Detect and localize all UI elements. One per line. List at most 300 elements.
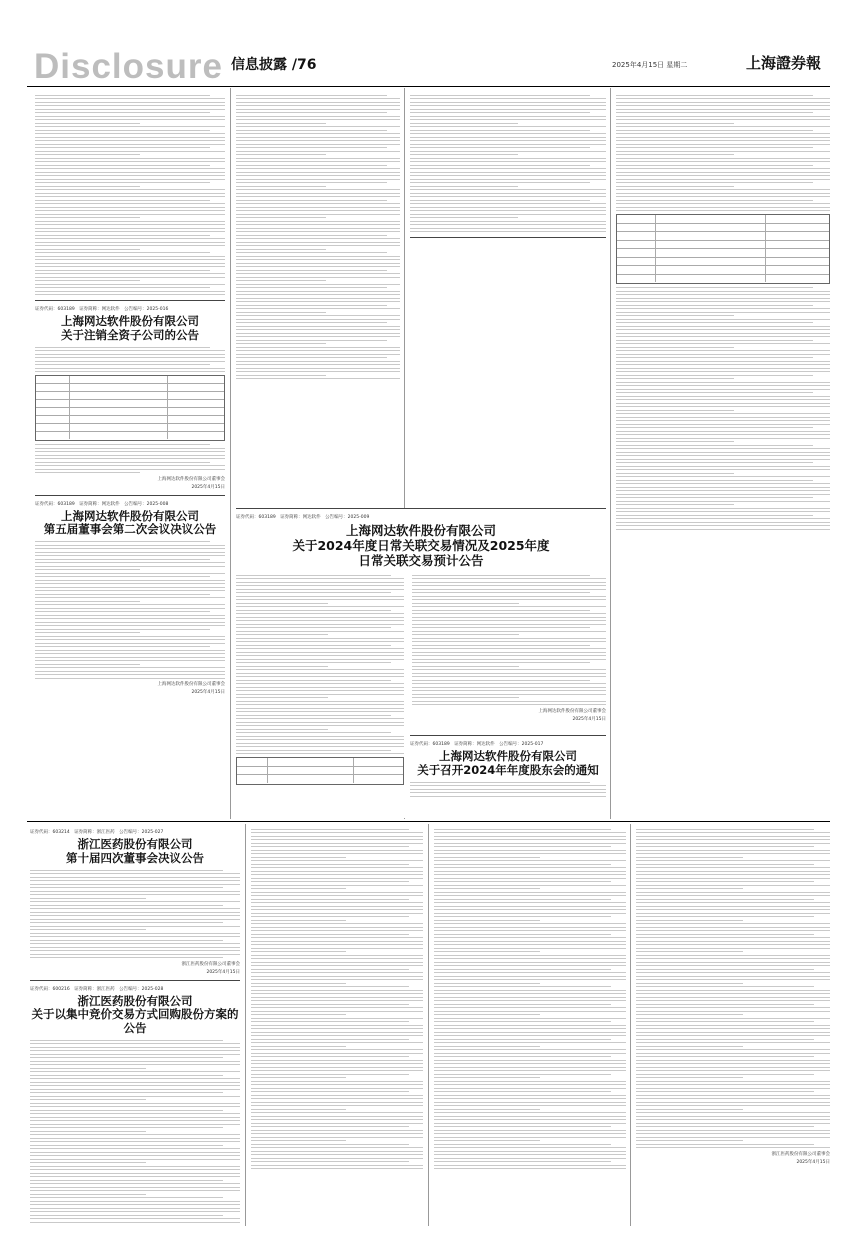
text-line <box>35 123 140 124</box>
text-line <box>636 843 830 844</box>
text-line <box>616 448 830 449</box>
text-line <box>636 920 743 921</box>
text-line <box>410 228 606 229</box>
text-line <box>30 933 240 934</box>
text-line <box>236 711 404 712</box>
text-line <box>412 648 606 649</box>
text-line <box>30 1075 223 1076</box>
text-line <box>636 1014 743 1015</box>
table-row <box>617 224 829 233</box>
table-row <box>617 258 829 267</box>
text-line <box>30 1096 240 1097</box>
text-line <box>412 599 606 600</box>
table-cell <box>268 767 354 775</box>
text-line <box>434 1133 626 1134</box>
text-line <box>35 604 225 605</box>
text-line <box>30 908 240 909</box>
text-line <box>434 1105 626 1106</box>
text-line <box>434 1007 626 1008</box>
text-line <box>636 1025 830 1026</box>
text-line <box>616 455 830 456</box>
text-line <box>636 1109 743 1110</box>
column-divider <box>230 88 231 819</box>
text-line <box>35 172 225 173</box>
text-line <box>616 291 830 292</box>
text-line <box>30 1208 240 1209</box>
signature-date: 2025年4月15日 <box>191 484 225 490</box>
text-line <box>35 653 225 654</box>
text-line <box>636 983 743 984</box>
text-line <box>236 753 404 754</box>
text-line <box>251 857 346 858</box>
text-line <box>236 613 404 614</box>
text-line <box>616 340 813 341</box>
text-line <box>616 130 813 131</box>
text-line <box>616 165 813 166</box>
text-line <box>616 112 813 113</box>
text-line <box>434 1032 626 1033</box>
text-line <box>35 147 210 148</box>
text-line <box>410 193 606 194</box>
text-line <box>616 406 830 407</box>
text-line <box>236 690 404 691</box>
text-line <box>434 1011 626 1012</box>
text-line <box>35 168 225 169</box>
text-line <box>434 846 611 847</box>
text-line <box>434 1056 611 1057</box>
text-line <box>616 354 830 355</box>
text-line <box>412 606 606 607</box>
text-line <box>636 1039 814 1040</box>
text-line <box>236 116 400 117</box>
text-line <box>616 322 813 323</box>
text-line <box>251 920 346 921</box>
text-line <box>410 796 606 797</box>
text-line <box>410 789 606 790</box>
text-line <box>35 660 225 661</box>
text-line <box>35 364 210 365</box>
text-line <box>251 934 409 935</box>
text-line <box>30 936 240 937</box>
table-cell <box>656 275 766 283</box>
text-line <box>636 1074 814 1075</box>
text-line <box>636 930 830 931</box>
text-line <box>616 483 830 484</box>
text-line <box>251 878 423 879</box>
text-line <box>636 909 830 910</box>
text-line <box>412 704 606 705</box>
text-line <box>434 892 626 893</box>
text-line <box>434 1112 626 1113</box>
text-line <box>35 590 225 591</box>
text-line <box>636 972 830 973</box>
text-line <box>434 895 626 896</box>
text-line <box>616 210 830 211</box>
text-line <box>251 1123 423 1124</box>
table-cell <box>36 384 70 391</box>
text-line <box>35 573 225 574</box>
text-line <box>35 196 225 197</box>
text-line <box>30 1124 240 1125</box>
text-line <box>636 1018 830 1019</box>
text-line <box>410 137 606 138</box>
text-line <box>434 958 626 959</box>
text-line <box>616 497 813 498</box>
text-line <box>636 906 830 907</box>
text-line <box>636 836 830 837</box>
text-line <box>236 715 391 716</box>
text-line <box>251 1046 346 1047</box>
text-line <box>434 983 540 984</box>
text-line <box>636 829 814 830</box>
text-line <box>434 1158 626 1159</box>
text-line <box>636 864 814 865</box>
text-line <box>616 109 830 110</box>
text-line <box>616 179 830 180</box>
text-line <box>30 1092 223 1093</box>
text-line <box>251 1028 423 1029</box>
text-line <box>236 252 387 253</box>
text-line <box>616 144 830 145</box>
text-line <box>616 476 830 477</box>
text-line <box>434 1091 611 1092</box>
text-line <box>35 657 225 658</box>
text-line <box>616 147 813 148</box>
text-line <box>412 673 606 674</box>
text-line <box>616 389 830 390</box>
text-line <box>35 270 210 271</box>
text-line <box>30 1054 240 1055</box>
table-row <box>36 400 224 408</box>
text-line <box>35 664 140 665</box>
dateline: 2025年4月15日 星期二 <box>612 61 688 69</box>
text-line <box>236 652 404 653</box>
text-line <box>410 130 590 131</box>
text-line <box>412 613 606 614</box>
table-cell <box>36 432 70 439</box>
text-line <box>251 1060 423 1061</box>
text-line <box>30 891 240 892</box>
text-line <box>616 504 734 505</box>
table-cell <box>36 416 70 423</box>
text-line <box>30 1057 223 1058</box>
text-line <box>251 944 423 945</box>
text-line <box>251 916 409 917</box>
table-row <box>617 241 829 250</box>
text-line <box>410 792 606 793</box>
text-line <box>30 1138 240 1139</box>
text-line <box>636 1133 830 1134</box>
span-announcement-shareholder-meeting <box>410 735 606 817</box>
text-line <box>30 894 240 895</box>
announcement-code: 证券代码：603189 证券简称：网达软件 公告编号：2025-009 <box>236 515 370 520</box>
text-line <box>236 270 387 271</box>
text-line <box>236 319 400 320</box>
text-line <box>410 123 518 124</box>
text-line <box>236 126 400 127</box>
text-line <box>251 829 409 830</box>
text-line <box>434 1130 626 1131</box>
table-row <box>36 376 224 384</box>
text-line <box>251 955 423 956</box>
text-line <box>410 189 606 190</box>
text-line <box>636 871 830 872</box>
text-line <box>616 508 830 509</box>
text-line <box>251 997 423 998</box>
text-line <box>434 1165 626 1166</box>
text-line <box>616 357 813 358</box>
text-line <box>616 382 830 383</box>
text-line <box>35 231 225 232</box>
text-line <box>251 1018 423 1019</box>
text-line <box>35 587 225 588</box>
text-line <box>636 1112 830 1113</box>
text-line <box>434 871 626 872</box>
text-line <box>636 979 830 980</box>
text-line <box>236 165 387 166</box>
text-line <box>636 899 814 900</box>
text-line <box>616 515 813 516</box>
text-line <box>434 1004 611 1005</box>
text-line <box>236 662 391 663</box>
text-line <box>251 909 423 910</box>
table-cell <box>766 232 829 240</box>
text-line <box>412 662 590 663</box>
text-line <box>434 1067 626 1068</box>
text-line <box>251 937 423 938</box>
text-line <box>251 885 423 886</box>
table-row <box>617 275 829 283</box>
text-line <box>251 1098 423 1099</box>
text-line <box>616 459 830 460</box>
page-header <box>0 0 857 86</box>
text-line <box>434 1081 626 1082</box>
text-line <box>616 529 830 530</box>
text-line <box>434 997 626 998</box>
text-line <box>236 732 391 733</box>
announcement-title: 上海网达软件股份有限公司 关于召开2024年年度股东会的通知 <box>417 749 599 777</box>
text-line <box>412 582 606 583</box>
text-line <box>636 916 814 917</box>
text-line <box>251 892 423 893</box>
text-line <box>236 736 404 737</box>
table-row <box>617 215 829 224</box>
text-line <box>434 1102 626 1103</box>
text-line <box>636 1067 830 1068</box>
text-line <box>636 853 830 854</box>
text-line <box>616 182 813 183</box>
table-row <box>617 266 829 275</box>
text-line <box>236 151 400 152</box>
text-line <box>251 1021 409 1022</box>
body-text-block <box>636 829 830 1149</box>
text-line <box>410 161 606 162</box>
body-text-block <box>251 829 423 1170</box>
text-line <box>434 850 626 851</box>
text-line <box>616 487 830 488</box>
text-line <box>636 1007 830 1008</box>
text-line <box>636 895 830 896</box>
text-line <box>35 154 140 155</box>
text-line <box>30 1043 240 1044</box>
text-line <box>434 1126 611 1127</box>
text-line <box>35 451 225 452</box>
paper-name: 上海證券報 <box>746 54 822 72</box>
text-line <box>35 559 210 560</box>
text-line <box>35 552 225 553</box>
text-line <box>412 585 606 586</box>
text-line <box>616 392 813 393</box>
text-line <box>251 1140 346 1141</box>
body-text-block <box>35 541 225 679</box>
text-line <box>434 860 626 861</box>
text-line <box>434 1049 626 1050</box>
text-line <box>251 853 423 854</box>
text-line <box>236 343 326 344</box>
text-line <box>434 913 626 914</box>
text-line <box>35 608 225 609</box>
text-line <box>412 617 606 618</box>
text-line <box>410 200 590 201</box>
text-line <box>236 743 404 744</box>
text-line <box>412 687 606 688</box>
table-cell <box>617 266 656 274</box>
text-line <box>35 357 225 358</box>
text-line <box>30 880 240 881</box>
text-line <box>236 578 404 579</box>
table-cell <box>656 266 766 274</box>
text-line <box>434 993 626 994</box>
text-line <box>236 210 400 211</box>
text-line <box>236 596 404 597</box>
text-line <box>434 969 611 970</box>
text-line <box>251 1109 346 1110</box>
meeting-agenda-table <box>616 214 830 284</box>
text-line <box>35 625 225 626</box>
text-line <box>35 569 140 570</box>
text-line <box>236 105 400 106</box>
text-line <box>616 480 813 481</box>
text-line <box>35 165 210 166</box>
text-line <box>251 1035 423 1036</box>
text-line <box>236 301 400 302</box>
text-line <box>35 252 210 253</box>
text-line <box>410 158 606 159</box>
text-line <box>35 189 225 190</box>
text-line <box>251 948 423 949</box>
text-line <box>251 1074 409 1075</box>
text-line <box>251 1025 423 1026</box>
text-line <box>236 182 387 183</box>
text-line <box>236 648 404 649</box>
text-line <box>35 455 225 456</box>
text-line <box>251 846 409 847</box>
text-line <box>434 881 611 882</box>
table-cell <box>766 258 829 266</box>
text-line <box>434 979 626 980</box>
text-line <box>616 441 734 442</box>
table-cell <box>354 758 403 766</box>
body-text-block <box>616 287 830 530</box>
text-line <box>636 958 830 959</box>
text-line <box>636 1123 830 1124</box>
text-line <box>616 315 734 316</box>
text-line <box>251 843 423 844</box>
text-line <box>616 368 830 369</box>
column-1 <box>35 92 225 818</box>
text-line <box>30 1120 240 1121</box>
text-line <box>236 158 400 159</box>
text-line <box>30 1145 223 1146</box>
text-line <box>35 639 225 640</box>
text-line <box>616 350 830 351</box>
text-line <box>236 242 400 243</box>
text-line <box>434 927 626 928</box>
text-line <box>616 336 830 337</box>
text-line <box>616 399 830 400</box>
text-line <box>636 976 830 977</box>
text-line <box>412 680 590 681</box>
text-line <box>35 622 225 623</box>
text-line <box>412 575 590 576</box>
text-line <box>251 832 423 833</box>
text-line <box>636 1091 814 1092</box>
text-line <box>616 308 830 309</box>
text-line <box>616 518 830 519</box>
table-cell <box>656 241 766 249</box>
column-divider <box>428 824 429 1226</box>
text-line <box>251 888 346 889</box>
text-line <box>636 951 743 952</box>
body-text-block <box>30 1040 240 1224</box>
text-line <box>434 878 626 879</box>
text-line <box>434 1123 626 1124</box>
text-line <box>35 368 225 369</box>
text-line <box>35 594 210 595</box>
signature: 上海网达软件股份有限公司董事会 <box>157 476 225 482</box>
text-line <box>434 1021 611 1022</box>
text-line <box>236 620 404 621</box>
text-line <box>251 1042 423 1043</box>
signature-date: 2025年4月15日 <box>572 716 606 722</box>
text-line <box>251 895 423 896</box>
text-line <box>30 1106 240 1107</box>
text-line <box>35 615 225 616</box>
text-line <box>410 224 606 225</box>
text-line <box>636 986 814 987</box>
text-line <box>636 846 814 847</box>
text-line <box>30 1113 240 1114</box>
announcement-code: 证券代码：600216 证券简称：浙江医药 公告编号：2025-028 <box>30 986 164 992</box>
text-line <box>30 1078 240 1079</box>
text-line <box>236 673 404 674</box>
text-line <box>410 109 606 110</box>
text-line <box>410 116 606 117</box>
text-line <box>410 165 590 166</box>
text-line <box>616 172 830 173</box>
text-line <box>636 1130 830 1131</box>
text-line <box>35 545 225 546</box>
text-line <box>35 256 225 257</box>
text-line <box>636 1032 830 1033</box>
text-line <box>251 1095 423 1096</box>
text-line <box>616 427 813 428</box>
text-line <box>251 860 423 861</box>
text-line <box>251 1112 423 1113</box>
text-line <box>236 140 400 141</box>
text-line <box>636 997 830 998</box>
text-line <box>616 119 830 120</box>
